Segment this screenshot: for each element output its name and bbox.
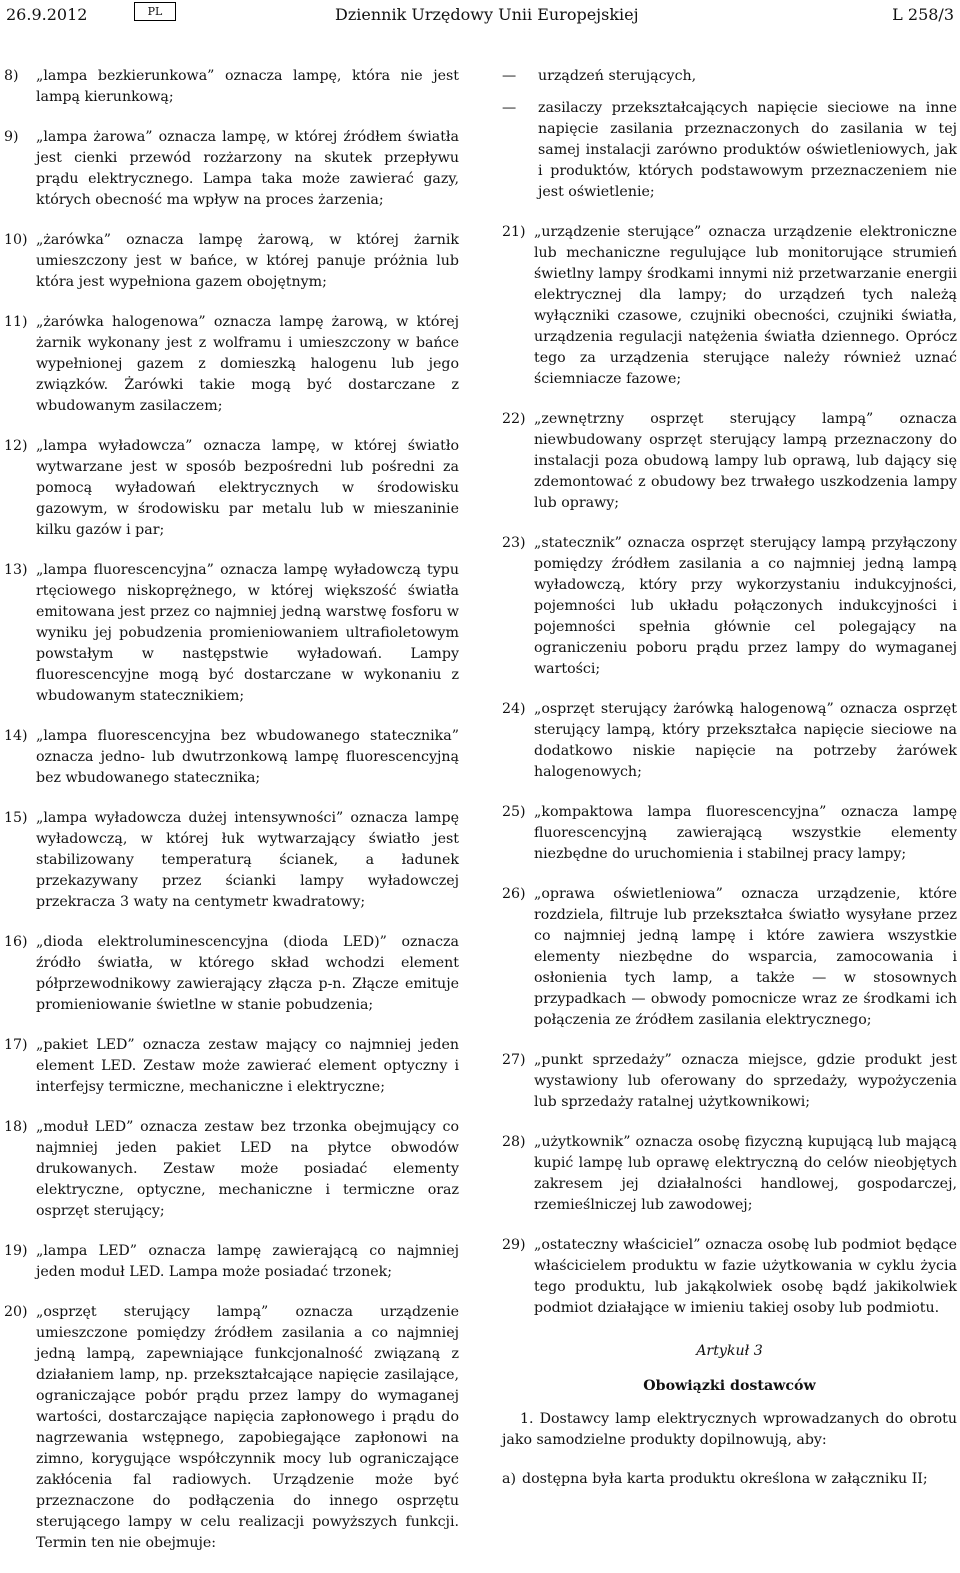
definition-item — [4, 808, 459, 913]
definition-item — [502, 884, 957, 1031]
item-text: „lampa bezkierunkowa” oznacza lampę, która nie jest lampą kierunkową; — [36, 68, 459, 105]
definition-item — [4, 726, 459, 789]
definition-item — [4, 560, 459, 707]
item-text: „ostateczny właściciel” oznacza osobę lub podmiot będące właścicielem produktu w fazie użytkowania w cyklu życia tego produktu, lub jakąkolwiek osobę bądź jakikolwiek podmiot działające w imieniu takiej osoby lub podmiotu. — [534, 1237, 957, 1316]
item-text: „dioda elektroluminescencyjna (dioda LED)” oznacza źródło światła, w którego skład wchodzi element półprzewodnikowy zawierający złącza p-n. Złącze emituje promieniowanie świetlne w stanie pobudzenia; — [36, 934, 459, 1013]
item-text: „moduł LED” oznacza zestaw bez trzonka obejmujący co najmniej jeden pakiet LED na płytce obwodów drukowanych. Zestaw może posiadać elementy elektryczne, optyczne, mechaniczne i termiczne oraz osprzęt sterujący; — [36, 1119, 459, 1219]
item-number: 18) — [4, 1119, 28, 1135]
item-text: „lampa fluorescencyjna bez wbudowanego statecznika” oznacza jedno- lub dwutrzonkową lampę fluorescencyjną bez wbudowanego statecznika; — [36, 728, 459, 786]
item-number: 12) — [4, 438, 28, 454]
dash-item — [502, 98, 957, 203]
definition-item — [4, 230, 459, 293]
item-text: „statecznik” oznacza osprzęt sterujący lampą przyłączony pomiędzy źródłem zasilania a co najmniej jedną lampą wyładowczą, który przy wykorzystaniu indukcyjności, pojemności lub układu połączonych indukcyjności i pojemności spełnia głównie cel polegający na ograniczeniu poboru prądu przez lampy do wymaganej wartości; — [534, 535, 957, 677]
item-number: 10) — [4, 232, 28, 248]
publication-date: 26.9.2012 — [6, 5, 88, 24]
item-number: 19) — [4, 1243, 28, 1259]
item-number: 8) — [4, 68, 19, 84]
dash-item — [502, 66, 957, 87]
page-reference: L 258/3 — [892, 5, 954, 24]
item-number: 9) — [4, 129, 19, 145]
item-number: 11) — [4, 314, 28, 330]
item-number: 16) — [4, 934, 28, 950]
definition-item — [4, 66, 459, 108]
definition-item — [502, 699, 957, 783]
item-text: „kompaktowa lampa fluorescencyjna” oznacza lampę fluorescencyjną zawierającą wszystkie elementy niezbędne do uruchomienia i stabilnej pracy lampy; — [534, 804, 957, 862]
definition-item — [502, 222, 957, 390]
item-text: „lampa żarowa” oznacza lampę, w której źródłem światła jest cienki przewód rozżarzony na skutek przepływu prądu elektrycznego. Lampa taka może zawierać gazy, których obecność ma wpływ na proces żarzenia; — [36, 129, 459, 208]
dash-mark: — — [502, 68, 517, 84]
definition-item — [502, 1132, 957, 1216]
item-text: „zewnętrzny osprzęt sterujący lampą” oznacza niewbudowany osprzęt sterujący lampą przeznaczony do instalacji poza obudową lampy lub oprawą, lub dający się zdemontować z obudowy bez trwałego uszkodzenia lampy lub oprawy; — [534, 411, 957, 511]
definition-item — [4, 932, 459, 1016]
definition-item — [502, 409, 957, 514]
definition-item — [502, 1235, 957, 1319]
language-badge: PL — [134, 2, 176, 21]
item-number: 17) — [4, 1037, 28, 1053]
item-text: „lampa wyładowcza dużej intensywności” oznacza lampę wyładowczą, w której łuk wytwarzający światło jest stabilizowany temperaturą ścianek, a ładunek przekazywany przez ścianki lampy wyładowczej przekracza 3 waty na centymetr kwadratowy; — [36, 810, 459, 910]
journal-title: Dziennik Urzędowy Unii Europejskiej — [335, 5, 639, 24]
item-number: 24) — [502, 701, 526, 717]
item-text: „osprzęt sterujący lampą” oznacza urządzenie umieszczone pomiędzy źródłem zasilania a co najmniej jedną lampą, zapewniające funkcjonalność związaną z działaniem lamp, np. przekształcające napięcie zasilające, ograniczające pobór prądu przez lampy do wymaganej wartości, dostarczające napięcia zapłonowego i prądu do nagrzewania wstępnego, zapobiegające zapłonowi na zimno, korygujące współczynnik mocy lub ograniczające zakłócenia fal radiowych. Urządzenie może być przeznaczone do podłączenia do innego osprzętu sterującego lampy w celu realizacji powyższych funkcji. Termin ten nie obejmuje: — [36, 1304, 459, 1551]
subitem-letter: a) — [502, 1471, 516, 1487]
item-number: 22) — [502, 411, 526, 427]
definition-item — [4, 127, 459, 211]
dash-text: zasilaczy przekształcających napięcie sieciowe na inne napięcie zasilania przeznaczonych do zasilania w tej samej instalacji zarówno produktów oświetleniowych, jak i produktów, których podstawowym przeznaczeniem nie jest oświetlenie; — [538, 100, 957, 200]
definition-item — [4, 436, 459, 541]
definition-item — [4, 1035, 459, 1098]
item-number: 20) — [4, 1304, 28, 1320]
item-text: „oprawa oświetleniowa” oznacza urządzenie, które rozdziela, filtruje lub przekształca światło wysyłane przez co najmniej jedną lampę i które zawiera wszystkie elementy niezbędne do wsparcia, zamocowania i osłonienia tych lamp, a także — w stosownych przypadkach — obwody pomocnicze wraz ze środkami ich połączenia ze źródłem zasilania elektrycznego; — [534, 886, 957, 1028]
item-number: 29) — [502, 1237, 526, 1253]
definition-item — [502, 802, 957, 865]
item-text: „żarówka halogenowa” oznacza lampę żarową, w której żarnik wykonany jest z wolframu i umieszczony w bańce wypełnionej gazem z domieszką halogenu lub jego związków. Żarówki takie mogą być dostarczane z wbudowanym zasilaczem; — [36, 314, 459, 414]
definition-item — [502, 533, 957, 680]
item-number: 25) — [502, 804, 526, 820]
dash-text: urządzeń sterujących, — [538, 68, 697, 84]
item-text: „punkt sprzedaży” oznacza miejsce, gdzie produkt jest wystawiony lub oferowany do sprzedaży, wypożyczenia lub sprzedaży ratalnej użytkownikowi; — [534, 1052, 957, 1110]
item-number: 21) — [502, 224, 526, 240]
page-header — [0, 0, 960, 34]
article-heading: Obowiązki dostawców — [643, 1378, 816, 1394]
item-text: „lampa LED” oznacza lampę zawierającą co najmniej jeden moduł LED. Lampa może posiadać trzonek; — [36, 1243, 459, 1280]
article-subitem — [502, 1469, 957, 1490]
item-number: 26) — [502, 886, 526, 902]
item-number: 28) — [502, 1134, 526, 1150]
item-text: „pakiet LED” oznacza zestaw mający co najmniej jeden element LED. Zestaw może zawierać element optyczny i interfejsy termiczne, mechaniczne i elektryczne; — [36, 1037, 459, 1095]
item-text: „osprzęt sterujący żarówką halogenową” oznacza osprzęt sterujący lampą, który przekształca napięcie sieciowe na dodatkowo niskie napięcie na potrzeby żarówek halogenowych; — [534, 701, 957, 780]
definition-item — [502, 1050, 957, 1113]
item-text: „urządzenie sterujące” oznacza urządzenie elektroniczne lub mechaniczne regulujące lub monitorujące strumień świetlny lampy środkami innymi niż przetwarzanie energii elektrycznej dla lampy; do urządzeń tych należą wyłączniki czasowe, czujniki obecności, czujniki światła, urządzenia regulacji natężenia światła dziennego. Oprócz tego za urządzenia sterujące należy również uznać ściemniacze fazowe; — [534, 224, 957, 387]
article-paragraph: 1. Dostawcy lamp elektrycznych wprowadzanych do obrotu jako samodzielne produkty dopilnowują, aby: — [502, 1411, 957, 1448]
item-text: „użytkownik” oznacza osobę fizyczną kupującą lub mającą kupić lampę lub oprawę elektryczną do celów nieobjętych zakresem jej działalności handlowej, gospodarczej, rzemieślniczej lub zawodowej; — [534, 1134, 957, 1213]
item-text: „lampa wyładowcza” oznacza lampę, w której światło wytwarzane jest w sposób bezpośredni lub pośredni za pomocą wyładowań elektrycznych w środowisku gazowym, w środowisku par metalu lub w mieszaninie kilku gazów i par; — [36, 438, 459, 538]
right-column — [502, 66, 957, 1490]
item-text: „żarówka” oznacza lampę żarową, w której żarnik umieszczony jest w bańce, w której panuje próżnia lub która jest wypełniona gazem obojętnym; — [36, 232, 459, 290]
definition-item — [4, 1117, 459, 1222]
definition-item — [4, 1302, 459, 1554]
dash-mark: — — [502, 100, 517, 116]
left-column — [4, 66, 459, 1573]
item-number: 14) — [4, 728, 28, 744]
definition-item — [4, 312, 459, 417]
subitem-text: dostępna była karta produktu określona w załączniku II; — [522, 1471, 928, 1487]
item-number: 13) — [4, 562, 28, 578]
definition-item — [4, 1241, 459, 1283]
item-text: „lampa fluorescencyjna” oznacza lampę wyładowczą typu rtęciowego niskoprężnego, w której większość światła emitowana jest przez co najmniej jedną warstwę fosforu w wyniku jej pobudzenia promieniowaniem ultrafioletowym powstałym w następstwie wyładowań. Lampy fluorescencyjne mogą być dostarczane w wykonaniu z wbudowanym statecznikiem; — [36, 562, 459, 704]
item-number: 15) — [4, 810, 28, 826]
item-number: 23) — [502, 535, 526, 551]
article-title: Artykuł 3 — [696, 1343, 763, 1359]
item-number: 27) — [502, 1052, 526, 1068]
